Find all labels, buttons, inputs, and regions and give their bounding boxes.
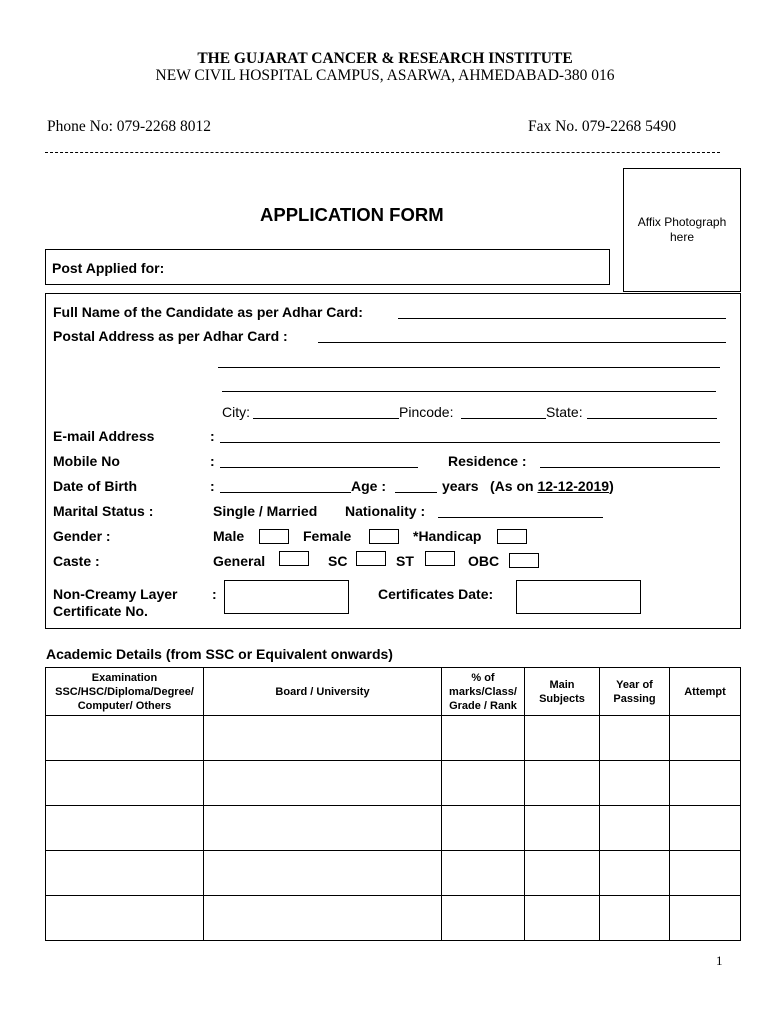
table-cell[interactable] — [525, 896, 600, 941]
ncl-colon: : — [212, 586, 217, 602]
certificates-date-label: Certificates Date: — [378, 586, 494, 602]
table-cell[interactable] — [204, 716, 442, 761]
photo-box-line2: here — [669, 230, 695, 244]
sc-label: SC — [328, 553, 348, 569]
phone-number: Phone No: 079-2268 8012 — [47, 118, 212, 135]
post-applied-label: Post Applied for: — [52, 260, 165, 276]
st-checkbox[interactable] — [425, 551, 455, 566]
female-checkbox[interactable] — [369, 529, 399, 544]
table-cell[interactable] — [46, 716, 204, 761]
dob-field[interactable] — [220, 492, 351, 493]
header-year: Year of Passing — [600, 668, 670, 716]
table-cell[interactable] — [204, 851, 442, 896]
table-cell[interactable] — [46, 806, 204, 851]
age-field[interactable] — [395, 492, 437, 493]
table-cell[interactable] — [600, 851, 670, 896]
ncl-label-line1: Non-Creamy Layer — [53, 586, 178, 602]
table-cell[interactable] — [525, 761, 600, 806]
post-applied-box[interactable] — [45, 249, 610, 285]
full-name-label: Full Name of the Candidate as per Adhar Card: — [53, 304, 363, 320]
dob-label: Date of Birth — [53, 478, 137, 494]
header-attempt: Attempt — [670, 668, 741, 716]
table-cell[interactable] — [442, 761, 525, 806]
state-field[interactable] — [587, 418, 717, 419]
postal-address-label: Postal Address as per Adhar Card : — [53, 328, 288, 344]
academic-table — [45, 667, 741, 941]
table-cell[interactable] — [525, 716, 600, 761]
city-field[interactable] — [253, 418, 399, 419]
handicap-label: *Handicap — [413, 528, 482, 544]
table-cell[interactable] — [525, 806, 600, 851]
caste-label: Caste : — [53, 553, 100, 569]
table-cell[interactable] — [204, 896, 442, 941]
header-subjects: Main Subjects — [525, 668, 600, 716]
academic-title: Academic Details (from SSC or Equivalent onwards) — [46, 646, 393, 662]
table-cell[interactable] — [525, 851, 600, 896]
state-label: State: — [546, 404, 583, 420]
table-row — [46, 716, 741, 761]
handicap-checkbox[interactable] — [497, 529, 527, 544]
table-cell[interactable] — [442, 716, 525, 761]
table-cell[interactable] — [670, 716, 741, 761]
residence-field[interactable] — [540, 467, 720, 468]
residence-label: Residence : — [448, 453, 527, 469]
certificates-date-field[interactable] — [516, 580, 641, 614]
age-label: Age : — [351, 478, 386, 494]
table-cell[interactable] — [600, 716, 670, 761]
email-label: E-mail Address — [53, 428, 155, 444]
ncl-certificate-field[interactable] — [224, 580, 349, 614]
table-cell[interactable] — [670, 806, 741, 851]
general-checkbox[interactable] — [279, 551, 309, 566]
table-cell[interactable] — [46, 896, 204, 941]
table-cell[interactable] — [46, 851, 204, 896]
institute-address: NEW CIVIL HOSPITAL CAMPUS, ASARWA, AHMEDABAD-380 016 — [155, 67, 615, 84]
table-cell[interactable] — [600, 896, 670, 941]
institute-name: THE GUJARAT CANCER & RESEARCH INSTITUTE — [197, 50, 573, 67]
photo-box-line1: Affix Photograph — [637, 215, 727, 229]
table-cell[interactable] — [600, 761, 670, 806]
years-label: years — [442, 478, 479, 494]
header-examination: Examination SSC/HSC/Diploma/Degree/ Computer/ Others — [46, 668, 204, 716]
full-name-field[interactable] — [398, 318, 726, 319]
header-board: Board / University — [204, 668, 442, 716]
st-label: ST — [396, 553, 414, 569]
male-checkbox[interactable] — [259, 529, 289, 544]
page-number: 1 — [716, 953, 723, 968]
table-cell[interactable] — [670, 761, 741, 806]
obc-label: OBC — [468, 553, 500, 569]
header-divider — [45, 152, 720, 153]
email-colon: : — [210, 428, 215, 444]
nationality-field[interactable] — [438, 517, 603, 518]
city-label: City: — [222, 404, 250, 420]
pincode-field[interactable] — [461, 418, 546, 419]
table-row — [46, 806, 741, 851]
table-cell[interactable] — [442, 806, 525, 851]
postal-address-field-1[interactable] — [318, 342, 726, 343]
as-on-label — [490, 478, 614, 494]
dob-colon: : — [210, 478, 215, 494]
table-cell[interactable] — [204, 806, 442, 851]
as-on-prefix: (As on — [490, 478, 534, 494]
ncl-label-line2: Certificate No. — [53, 603, 148, 619]
table-cell[interactable] — [600, 806, 670, 851]
table-cell[interactable] — [46, 761, 204, 806]
table-cell[interactable] — [204, 761, 442, 806]
mobile-field[interactable] — [220, 467, 418, 468]
fax-number: Fax No. 079-2268 5490 — [528, 118, 677, 135]
marital-options[interactable]: Single / Married — [213, 503, 318, 519]
table-cell[interactable] — [442, 896, 525, 941]
table-row — [46, 851, 741, 896]
postal-address-field-3[interactable] — [222, 391, 716, 392]
form-title: APPLICATION FORM — [260, 204, 444, 225]
mobile-colon: : — [210, 453, 215, 469]
photo-box[interactable] — [623, 168, 741, 292]
header-marks: % of marks/Class/ Grade / Rank — [442, 668, 525, 716]
table-cell[interactable] — [670, 851, 741, 896]
gender-label: Gender : — [53, 528, 111, 544]
table-cell[interactable] — [670, 896, 741, 941]
academic-header-row — [46, 668, 741, 716]
nationality-label: Nationality : — [345, 503, 426, 519]
general-label: General — [213, 553, 266, 569]
male-label: Male — [213, 528, 245, 544]
table-cell[interactable] — [442, 851, 525, 896]
postal-address-field-2[interactable] — [218, 367, 720, 368]
pincode-label: Pincode: — [399, 404, 454, 420]
obc-checkbox[interactable] — [509, 553, 539, 568]
table-row — [46, 761, 741, 806]
female-label: Female — [303, 528, 352, 544]
as-on-suffix: ) — [609, 478, 614, 494]
as-on-date: 12-12-2019 — [537, 478, 610, 494]
sc-checkbox[interactable] — [356, 551, 386, 566]
mobile-label: Mobile No — [53, 453, 120, 469]
table-row — [46, 896, 741, 941]
marital-status-label: Marital Status : — [53, 503, 154, 519]
email-field[interactable] — [220, 442, 720, 443]
